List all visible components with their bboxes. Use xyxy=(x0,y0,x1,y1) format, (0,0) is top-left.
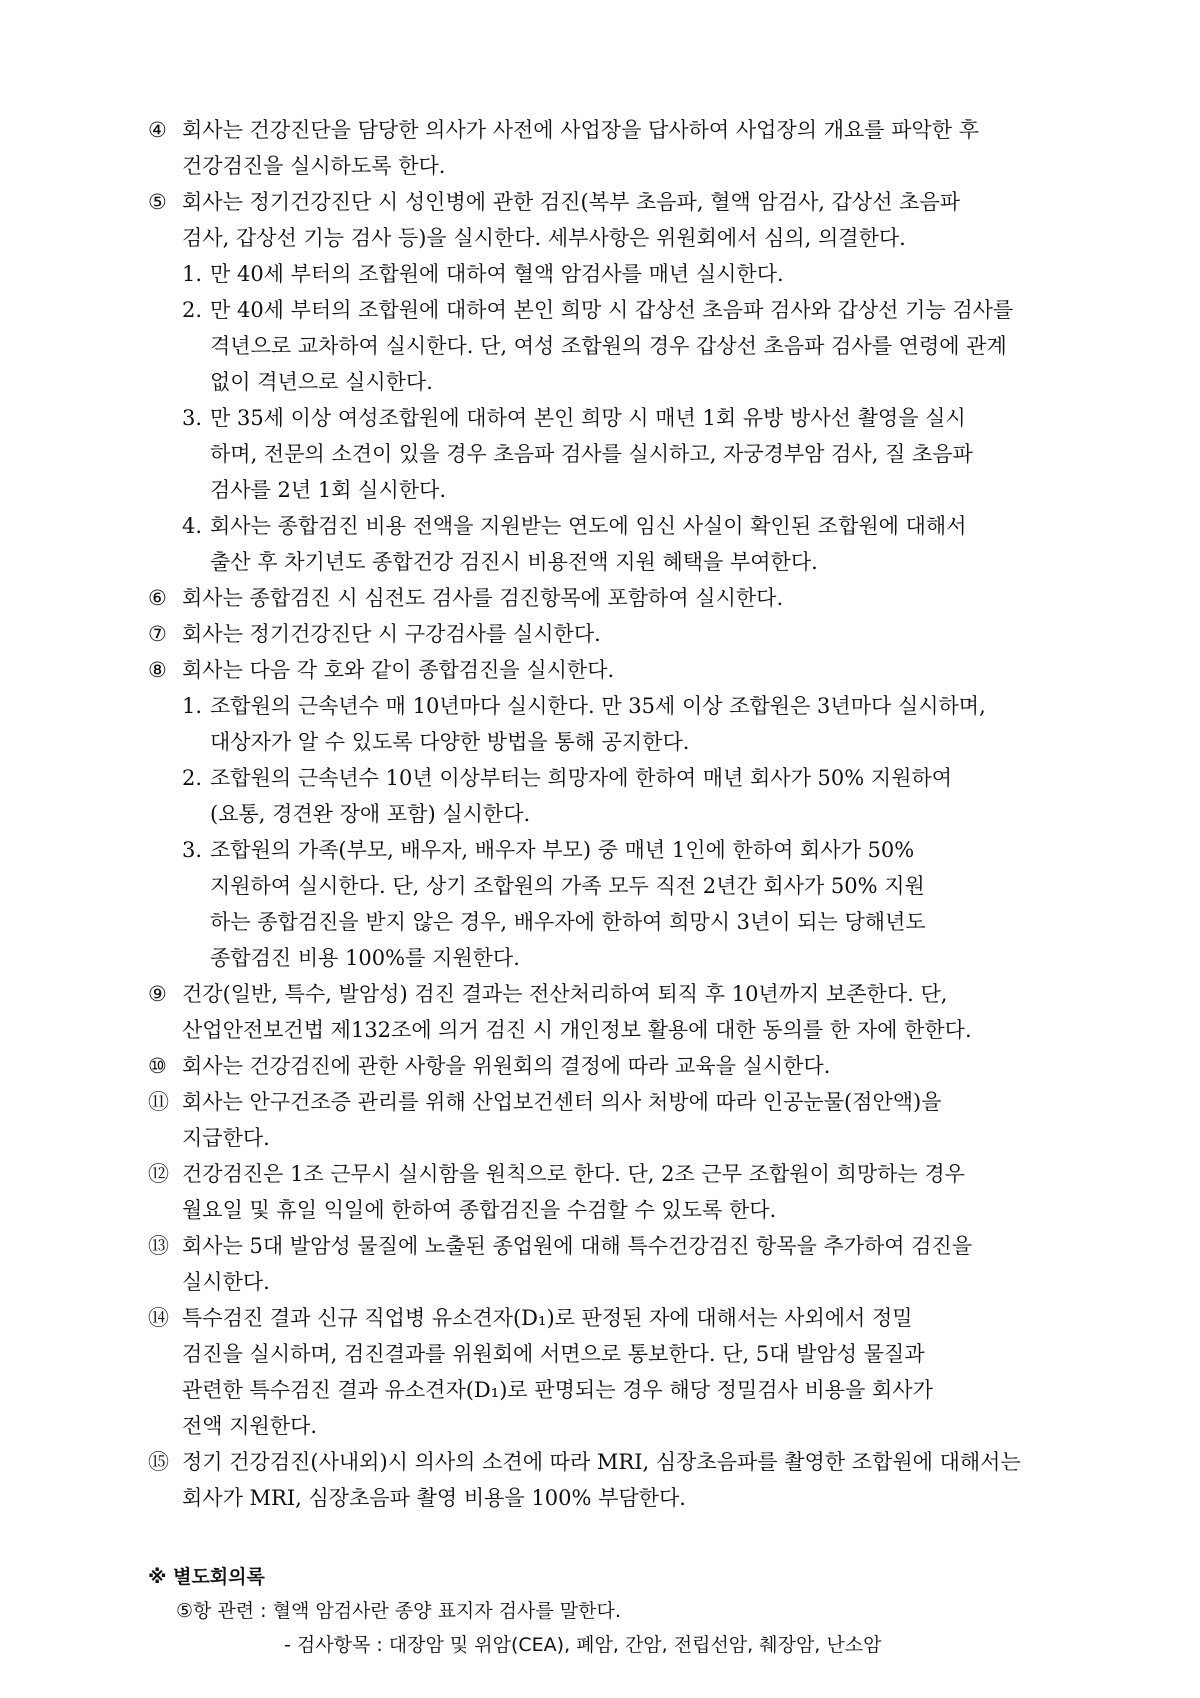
sub-item-text: 없이 격년으로 실시한다. xyxy=(210,370,433,394)
sub-item-text: 검사를 2년 1회 실시한다. xyxy=(210,478,446,502)
clause-text: 검진을 실시하며, 검진결과를 위원회에 서면으로 통보한다. 단, 5대 발암성 물질과 xyxy=(182,1342,925,1366)
clause-text: 회사는 종합검진 시 심전도 검사를 검진항목에 포함하여 실시한다. xyxy=(182,586,784,610)
notes-title: ※ 별도회의록 xyxy=(148,1566,265,1588)
clause-text: 검사, 갑상선 기능 검사 등)을 실시한다. 세부사항은 위원회에서 심의, 의결한다. xyxy=(182,226,906,250)
clause-number: ⑮ xyxy=(148,1450,169,1474)
clause-item xyxy=(148,1048,1072,1084)
clause-text: 월요일 및 휴일 익일에 한하여 종합검진을 수검할 수 있도록 한다. xyxy=(182,1198,777,1222)
clause-number: ⑧ xyxy=(148,658,167,682)
clause-number: ⑤ xyxy=(148,190,167,214)
sub-item-text: 만 40세 부터의 조합원에 대하여 본인 희망 시 갑상선 초음파 검사와 갑상선 기능 검사를 xyxy=(210,298,1014,322)
notes-line-1: ⑤항 관련 : 혈액 암검사란 종양 표지자 검사를 말한다. xyxy=(176,1600,621,1622)
sub-item-number: 1. xyxy=(182,694,203,718)
clause-text: 지급한다. xyxy=(182,1126,270,1150)
clause-item xyxy=(148,652,1072,976)
sub-item-number: 1. xyxy=(182,262,203,286)
separate-minutes xyxy=(148,1560,1072,1662)
sub-item-number: 3. xyxy=(182,406,203,430)
clause-list xyxy=(148,112,1072,1516)
clause-number: ⑩ xyxy=(148,1054,167,1078)
clause-text: 회사는 정기건강진단 시 성인병에 관한 검진(복부 초음파, 혈액 암검사, 갑상선 초음파 xyxy=(182,190,961,214)
clause-text: 회사는 건강진단을 담당한 의사가 사전에 사업장을 답사하여 사업장의 개요를 파악한 후 xyxy=(182,118,980,142)
clause-text: 실시한다. xyxy=(182,1270,270,1294)
clause-text: 건강(일반, 특수, 발암성) 검진 결과는 전산처리하여 퇴직 후 10년까지 보존한다. 단, xyxy=(182,982,948,1006)
clause-text: 산업안전보건법 제132조에 의거 검진 시 개인정보 활용에 대한 동의를 한 자에 한한다. xyxy=(182,1018,972,1042)
clause-number: ⑨ xyxy=(148,982,167,1006)
clause-text: 회사는 건강검진에 관한 사항을 위원회의 결정에 따라 교육을 실시한다. xyxy=(182,1054,831,1078)
sub-item-text: (요통, 경견완 장애 포함) 실시한다. xyxy=(210,802,531,826)
sub-item-text: 회사는 종합검진 비용 전액을 지원받는 연도에 임신 사실이 확인된 조합원에 대해서 xyxy=(210,514,967,538)
clause-item xyxy=(148,1444,1072,1516)
sub-item-text: 조합원의 근속년수 10년 이상부터는 희망자에 한하여 매년 회사가 50% 지원하여 xyxy=(210,766,953,790)
clause-text: 건강검진은 1조 근무시 실시함을 원칙으로 한다. 단, 2조 근무 조합원이 희망하는 경우 xyxy=(182,1162,965,1186)
clause-number: ⑪ xyxy=(148,1090,169,1114)
clause-text: 특수검진 결과 신규 직업병 유소견자(D₁)로 판정된 자에 대해서는 사외에서 정밀 xyxy=(182,1306,913,1330)
clause-item xyxy=(148,1228,1072,1300)
clause-item xyxy=(148,184,1072,580)
clause-number: ⑭ xyxy=(148,1306,169,1330)
sub-item-number: 2. xyxy=(182,298,203,322)
sub-item-text: 조합원의 가족(부모, 배우자, 배우자 부모) 중 매년 1인에 한하여 회사가 50% xyxy=(210,838,915,862)
sub-item-text: 하며, 전문의 소견이 있을 경우 초음파 검사를 실시하고, 자궁경부암 검사, 질 초음파 xyxy=(210,442,973,466)
clause-text: 회사는 안구건조증 관리를 위해 산업보건센터 의사 처방에 따라 인공눈물(점안액)을 xyxy=(182,1090,942,1114)
clause-number: ⑬ xyxy=(148,1234,169,1258)
clause-item xyxy=(148,1084,1072,1156)
sub-item-number: 3. xyxy=(182,838,203,862)
sub-item-number: 4. xyxy=(182,514,203,538)
sub-item-text: 지원하여 실시한다. 단, 상기 조합원의 가족 모두 직전 2년간 회사가 50% 지원 xyxy=(210,874,925,898)
clause-number: ⑦ xyxy=(148,622,167,646)
sub-item-text: 하는 종합검진을 받지 않은 경우, 배우자에 한하여 희망시 3년이 되는 당해년도 xyxy=(210,910,926,934)
clause-text: 회사가 MRI, 심장초음파 촬영 비용을 100% 부담한다. xyxy=(182,1486,686,1510)
sub-item-text: 만 35세 이상 여성조합원에 대하여 본인 희망 시 매년 1회 유방 방사선 촬영을 실시 xyxy=(210,406,966,430)
clause-item xyxy=(148,580,1072,616)
clause-text: 회사는 다음 각 호와 같이 종합검진을 실시한다. xyxy=(182,658,615,682)
clause-item xyxy=(148,976,1072,1048)
clause-item xyxy=(148,616,1072,652)
clause-text: 회사는 5대 발암성 물질에 노출된 종업원에 대해 특수건강검진 항목을 추가하여 검진을 xyxy=(182,1234,973,1258)
clause-number: ⑥ xyxy=(148,586,167,610)
clause-text: 정기 건강검진(사내외)시 의사의 소견에 따라 MRI, 심장초음파를 촬영한 조합원에 대해서는 xyxy=(182,1450,1021,1474)
clause-number: ④ xyxy=(148,118,167,142)
sub-item-text: 출산 후 차기년도 종합건강 검진시 비용전액 지원 혜택을 부여한다. xyxy=(210,550,818,574)
sub-item-text: 종합검진 비용 100%를 지원한다. xyxy=(210,946,520,970)
notes-line-2: - 검사항목 : 대장암 및 위암(CEA), 폐암, 간암, 전립선암, 췌장암, 난소암 xyxy=(284,1634,882,1656)
clause-text: 회사는 정기건강진단 시 구강검사를 실시한다. xyxy=(182,622,601,646)
clause-item xyxy=(148,1156,1072,1228)
clause-item xyxy=(148,1300,1072,1444)
clause-text: 건강검진을 실시하도록 한다. xyxy=(182,154,446,178)
sub-item-text: 격년으로 교차하여 실시한다. 단, 여성 조합원의 경우 갑상선 초음파 검사를 연령에 관계 xyxy=(210,334,1007,358)
sub-item-text: 조합원의 근속년수 매 10년마다 실시한다. 만 35세 이상 조합원은 3년마다 실시하며, xyxy=(210,694,986,718)
clause-number: ⑫ xyxy=(148,1162,169,1186)
sub-item-text: 대상자가 알 수 있도록 다양한 방법을 통해 공지한다. xyxy=(210,730,690,754)
sub-item-number: 2. xyxy=(182,766,203,790)
clause-item xyxy=(148,112,1072,184)
clause-text: 관련한 특수검진 결과 유소견자(D₁)로 판명되는 경우 해당 정밀검사 비용을 회사가 xyxy=(182,1378,933,1402)
clause-text: 전액 지원한다. xyxy=(182,1414,318,1438)
sub-item-text: 만 40세 부터의 조합원에 대하여 혈액 암검사를 매년 실시한다. xyxy=(210,262,784,286)
